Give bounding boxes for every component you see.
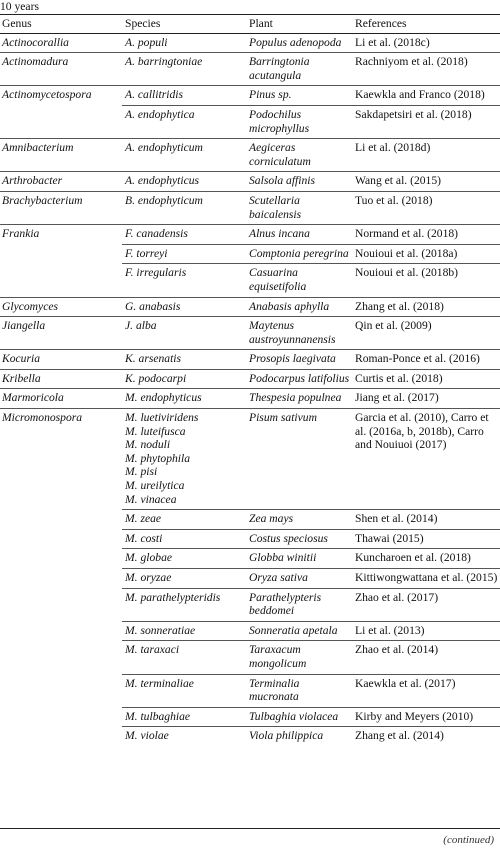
reference-cell: Zhao et al. (2014) (352, 641, 500, 674)
table-row (0, 317, 500, 350)
table-row (0, 529, 500, 549)
genus-cell (0, 529, 122, 549)
reference-cell: Zhang et al. (2014) (352, 727, 500, 746)
plant-cell: Globba winitii (246, 549, 352, 569)
reference-cell: Kuncharoen et al. (2018) (352, 549, 500, 569)
genus-cell: Marmoricola (0, 389, 122, 409)
genus-cell (0, 244, 122, 264)
table-row (0, 588, 500, 621)
table-row (0, 707, 500, 727)
reference-cell: Rachniyom et al. (2018) (352, 53, 500, 86)
table-header-row (0, 15, 500, 34)
species-cell: A. callitridis (122, 86, 246, 106)
species-cell: K. podocarpi (122, 369, 246, 389)
reference-cell: Kaewkla et al. (2017) (352, 674, 500, 707)
table-row (0, 53, 500, 86)
species-cell: F. torreyi (122, 244, 246, 264)
reference-cell: Sakdapetsiri et al. (2018) (352, 105, 500, 138)
table-row (0, 350, 500, 370)
plant-cell: Casuarina equisetifolia (246, 264, 352, 297)
reference-cell: Normand et al. (2018) (352, 225, 500, 245)
species-cell: M. sonneratiae (122, 621, 246, 641)
species-cell: A. endophytica (122, 105, 246, 138)
plant-cell: Pinus sp. (246, 86, 352, 106)
reference-cell: Zhang et al. (2018) (352, 297, 500, 317)
genus-cell: Frankia (0, 225, 122, 245)
plant-cell: Pisum sativum (246, 409, 352, 510)
plant-cell: Oryza sativa (246, 569, 352, 589)
genus-cell: Actinocorallia (0, 33, 122, 53)
species-cell: M. endophyticus (122, 389, 246, 409)
genus-cell: Arthrobacter (0, 172, 122, 192)
reference-cell: Zhao et al. (2017) (352, 588, 500, 621)
reference-cell: Roman-Ponce et al. (2016) (352, 350, 500, 370)
reference-cell: Shen et al. (2014) (352, 510, 500, 530)
genus-cell (0, 510, 122, 530)
reference-cell: Qin et al. (2009) (352, 317, 500, 350)
reference-cell: Kittiwongwattana et al. (2015) (352, 569, 500, 589)
plant-cell: Aegiceras corniculatum (246, 139, 352, 172)
table-row (0, 641, 500, 674)
plant-cell: Barringtonia acutangula (246, 53, 352, 86)
species-cell: M. costi (122, 529, 246, 549)
reference-cell: Nouioui et al. (2018a) (352, 244, 500, 264)
genus-cell (0, 727, 122, 746)
table-row (0, 86, 500, 106)
plant-cell: Prosopis laegivata (246, 350, 352, 370)
species-cell: F. canadensis (122, 225, 246, 245)
plant-cell: Thespesia populnea (246, 389, 352, 409)
table-row (0, 139, 500, 172)
species-cell: M. globae (122, 549, 246, 569)
genus-cell: Glycomyces (0, 297, 122, 317)
plant-cell: Costus speciosus (246, 529, 352, 549)
reference-cell: Li et al. (2018c) (352, 33, 500, 53)
species-cell: M. parathelypteridis (122, 588, 246, 621)
table-row (0, 409, 500, 510)
genus-cell: Kocuria (0, 350, 122, 370)
plant-cell: Populus adenopoda (246, 33, 352, 53)
table-row (0, 727, 500, 746)
table-caption: 10 years (0, 0, 39, 13)
species-cell: B. endophyticum (122, 191, 246, 224)
genus-cell (0, 264, 122, 297)
reference-cell: Curtis et al. (2018) (352, 369, 500, 389)
genus-cell: Jiangella (0, 317, 122, 350)
plant-cell: Zea mays (246, 510, 352, 530)
genus-cell: Actinomadura (0, 53, 122, 86)
reference-cell: Garcia et al. (2010), Carro et al. (2016a, b, 2018b), Carro and Nouiuoi (2017) (352, 409, 500, 510)
table-bottom-rule (0, 828, 500, 829)
continued-note: (continued) (443, 834, 494, 846)
genus-cell (0, 569, 122, 589)
species-cell: M. violae (122, 727, 246, 746)
endophyte-table (0, 14, 500, 746)
species-cell: F. irregularis (122, 264, 246, 297)
table-row (0, 297, 500, 317)
reference-cell: Li et al. (2018d) (352, 139, 500, 172)
table-row (0, 264, 500, 297)
genus-cell: Micromonospora (0, 409, 122, 510)
table-row (0, 172, 500, 192)
species-cell: M. taraxaci (122, 641, 246, 674)
plant-cell: Podochilus microphyllus (246, 105, 352, 138)
genus-cell (0, 105, 122, 138)
header-species: Species (122, 15, 246, 34)
reference-cell: Kirby and Meyers (2010) (352, 707, 500, 727)
species-cell: J. alba (122, 317, 246, 350)
table-row (0, 105, 500, 138)
genus-cell: Kribella (0, 369, 122, 389)
plant-cell: Alnus incana (246, 225, 352, 245)
reference-cell: Li et al. (2013) (352, 621, 500, 641)
plant-cell: Scutellaria baicalensis (246, 191, 352, 224)
reference-cell: Jiang et al. (2017) (352, 389, 500, 409)
species-cell: A. endophyticus (122, 172, 246, 192)
table-row (0, 674, 500, 707)
table-row (0, 369, 500, 389)
reference-cell: Kaewkla and Franco (2018) (352, 86, 500, 106)
species-cell: M. luetiviridens M. luteifusca M. noduli M. phytophila M. pisi M. ureilytica M. vinacea (122, 409, 246, 510)
plant-cell: Anabasis aphylla (246, 297, 352, 317)
reference-cell: Thawai (2015) (352, 529, 500, 549)
table-row (0, 225, 500, 245)
genus-cell (0, 707, 122, 727)
species-cell: M. tulbaghiae (122, 707, 246, 727)
table-row (0, 569, 500, 589)
genus-cell: Amnibacterium (0, 139, 122, 172)
plant-cell: Sonneratia apetala (246, 621, 352, 641)
plant-cell: Salsola affinis (246, 172, 352, 192)
genus-cell (0, 641, 122, 674)
table-row (0, 621, 500, 641)
plant-cell: Parathelypteris beddomei (246, 588, 352, 621)
plant-cell: Maytenus austroyunnanensis (246, 317, 352, 350)
genus-cell: Actinomycetospora (0, 86, 122, 106)
plant-cell: Comptonia peregrina (246, 244, 352, 264)
plant-cell: Tulbaghia violacea (246, 707, 352, 727)
header-references: References (352, 15, 500, 34)
species-cell: M. zeae (122, 510, 246, 530)
plant-cell: Viola philippica (246, 727, 352, 746)
header-plant: Plant (246, 15, 352, 34)
reference-cell: Wang et al. (2015) (352, 172, 500, 192)
table-row (0, 549, 500, 569)
genus-cell (0, 621, 122, 641)
plant-cell: Taraxacum mongolicum (246, 641, 352, 674)
species-cell: A. endophyticum (122, 139, 246, 172)
table-row (0, 33, 500, 53)
plant-cell: Podocarpus latifolius (246, 369, 352, 389)
species-cell: A. barringtoniae (122, 53, 246, 86)
species-cell: G. anabasis (122, 297, 246, 317)
plant-cell: Terminalia mucronata (246, 674, 352, 707)
species-cell: K. arsenatis (122, 350, 246, 370)
species-cell: M. terminaliae (122, 674, 246, 707)
reference-cell: Tuo et al. (2018) (352, 191, 500, 224)
genus-cell (0, 674, 122, 707)
genus-cell (0, 588, 122, 621)
reference-cell: Nouioui et al. (2018b) (352, 264, 500, 297)
table-row (0, 510, 500, 530)
header-genus: Genus (0, 15, 122, 34)
genus-cell (0, 549, 122, 569)
table-row (0, 191, 500, 224)
species-cell: M. oryzae (122, 569, 246, 589)
species-cell: A. populi (122, 33, 246, 53)
table-row (0, 389, 500, 409)
table-body (0, 33, 500, 746)
table-row (0, 244, 500, 264)
genus-cell: Brachybacterium (0, 191, 122, 224)
